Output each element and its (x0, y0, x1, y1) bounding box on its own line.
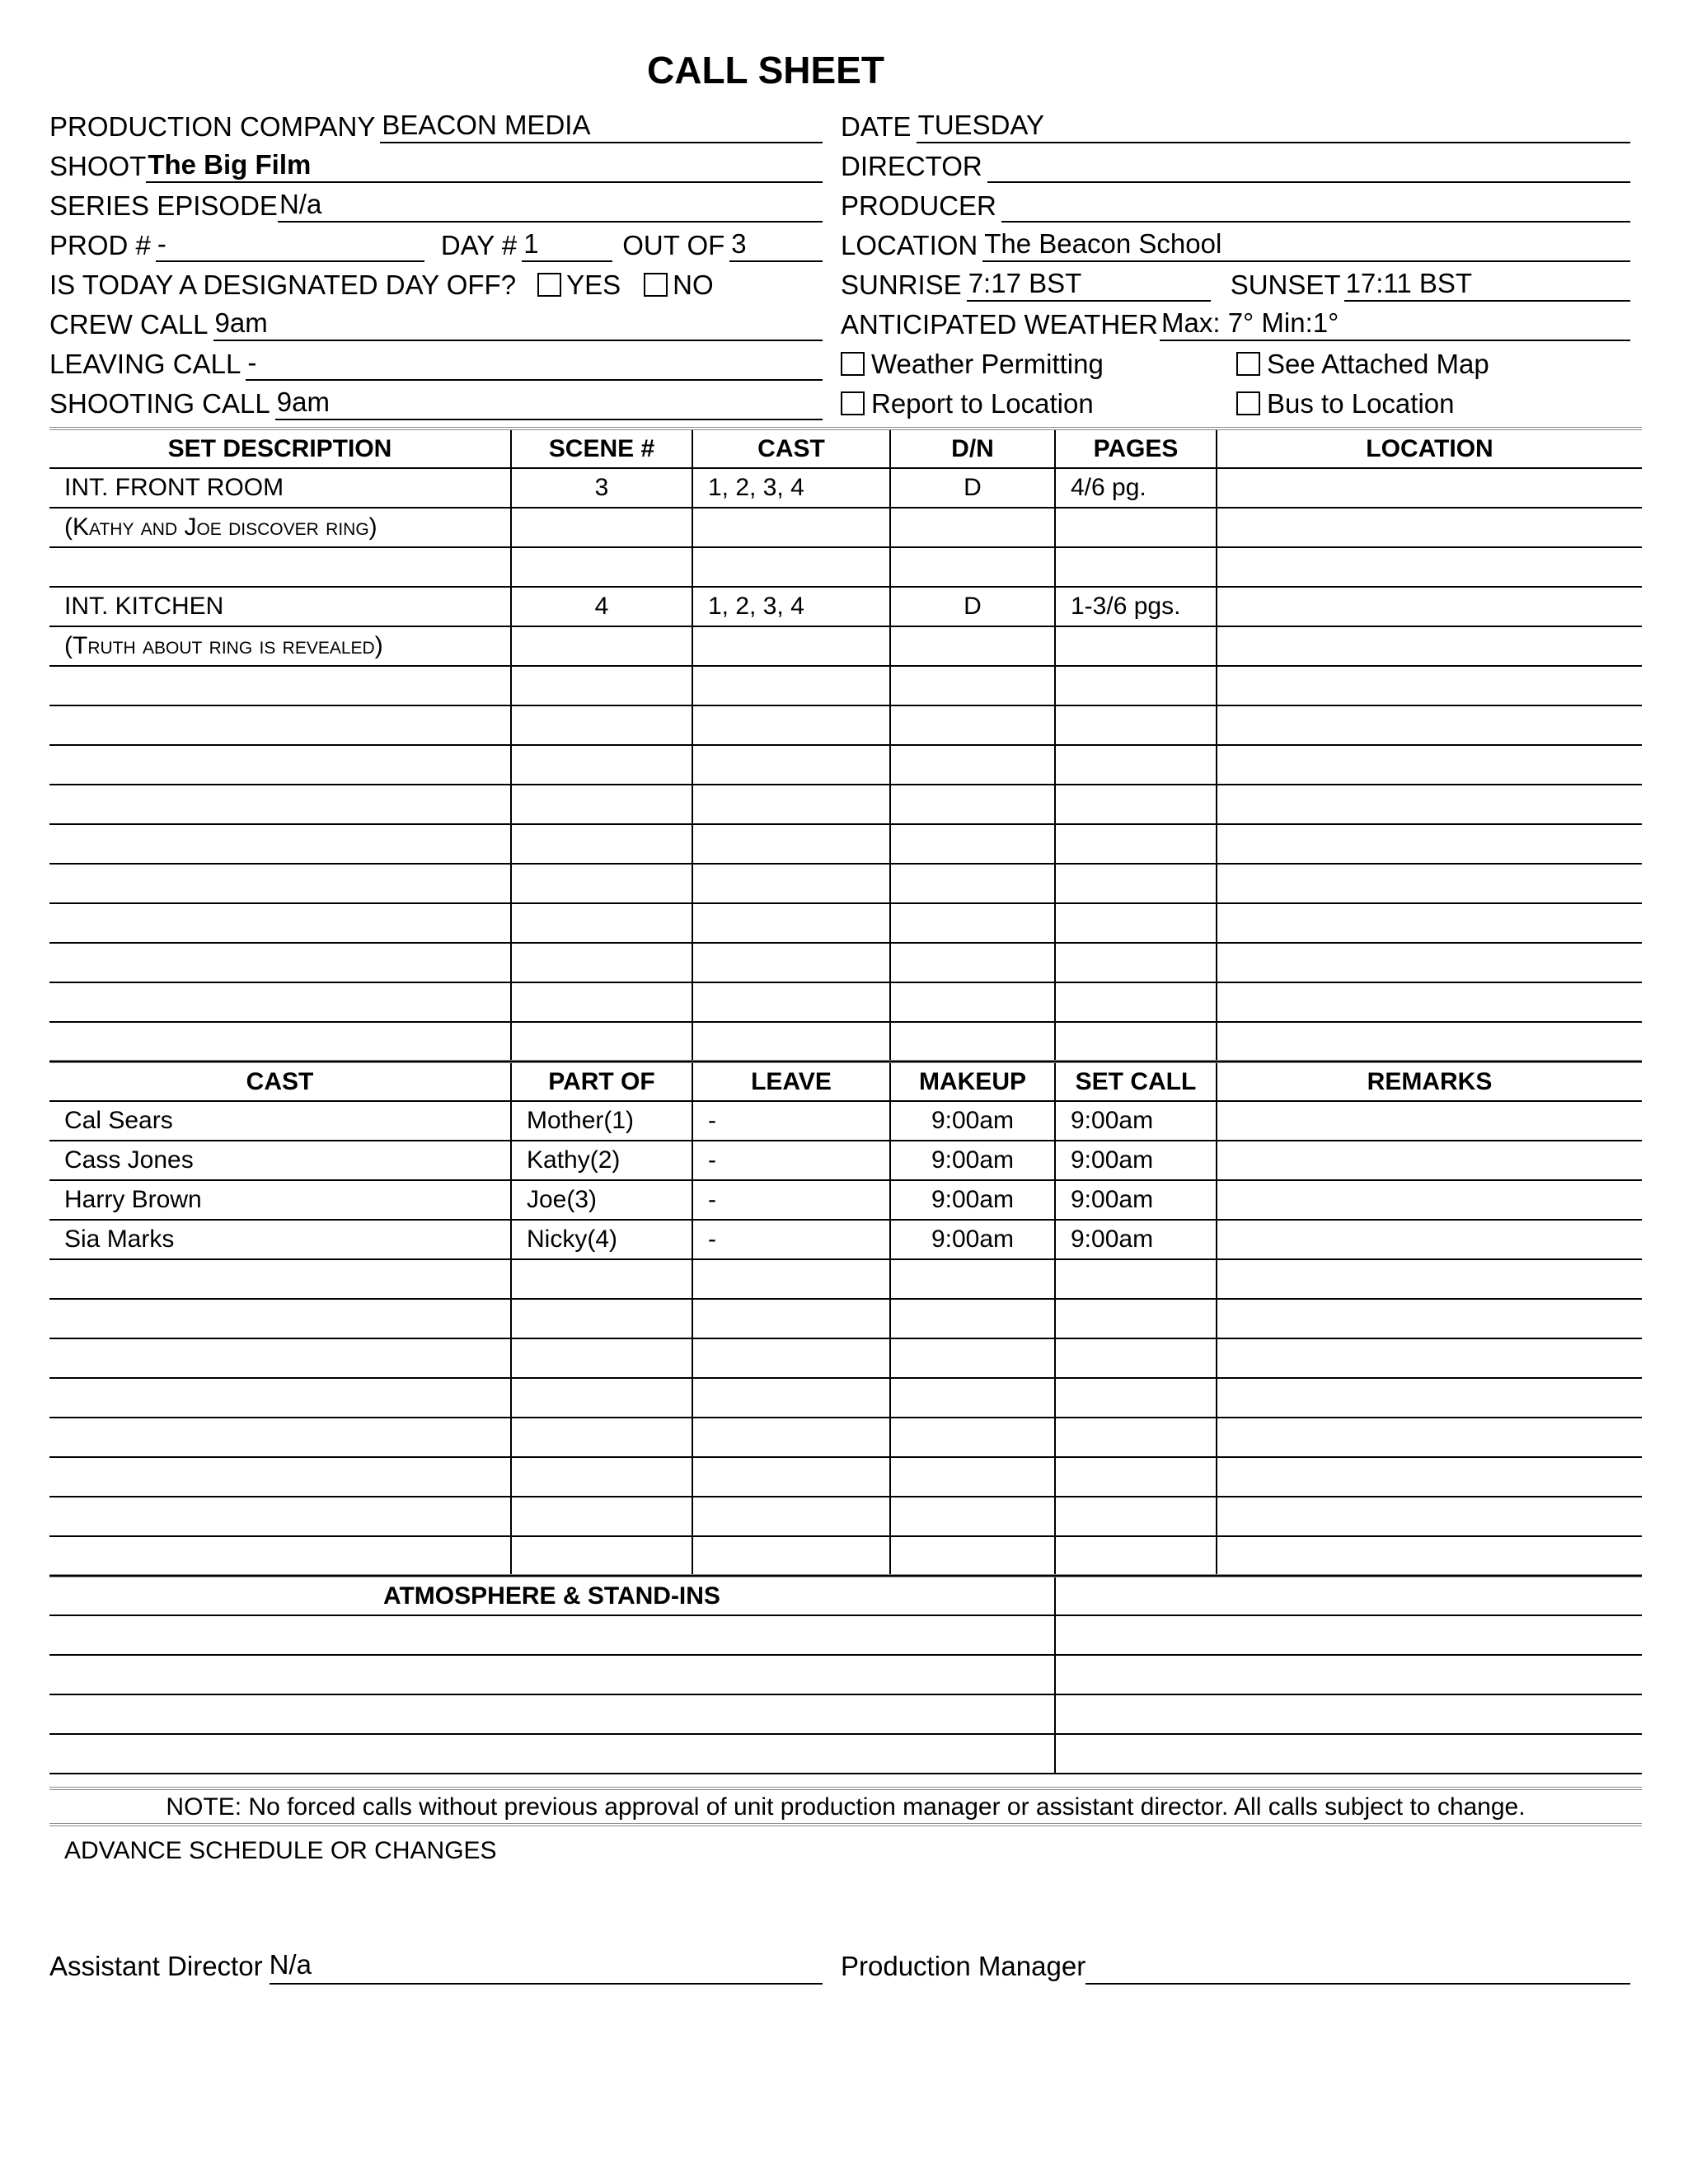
scene-cell[interactable] (511, 785, 692, 824)
out-of-value[interactable]: 3 (729, 227, 823, 262)
scene-cell[interactable] (1217, 587, 1642, 626)
scene-cell[interactable] (890, 943, 1055, 982)
scene-cell[interactable] (49, 864, 511, 903)
report-to-location-label: Report to Location (871, 388, 1094, 419)
scene-cell[interactable] (692, 666, 890, 705)
scene-cell[interactable] (890, 508, 1055, 547)
scene-cell[interactable] (511, 1022, 692, 1062)
production-company-label: PRODUCTION COMPANY (49, 111, 376, 142)
assistant-director-field[interactable] (49, 1938, 823, 1985)
cast-cell[interactable] (49, 1536, 511, 1576)
sun-times-field (841, 264, 1630, 302)
scene-cell[interactable]: (Kathy and Joe discover ring) (49, 508, 511, 547)
scene-row (49, 824, 1642, 864)
atmosphere-cell[interactable] (49, 1694, 1055, 1734)
scenes-header-2: CAST (692, 429, 890, 468)
scenes-header-5: LOCATION (1217, 429, 1642, 468)
scene-cell[interactable] (1055, 626, 1217, 666)
scene-cell[interactable]: 1-3/6 pgs. (1055, 587, 1217, 626)
cast-cell[interactable] (1217, 1457, 1642, 1497)
sunset-label: SUNSET (1230, 269, 1341, 300)
scenes-table (49, 427, 1642, 1062)
cast-cell[interactable]: 9:00am (1055, 1180, 1217, 1220)
scene-row (49, 587, 1642, 626)
cast-cell[interactable] (511, 1418, 692, 1457)
scene-row (49, 666, 1642, 705)
scene-cell[interactable] (49, 547, 511, 587)
scene-cell[interactable]: 4 (511, 587, 692, 626)
scene-cell[interactable] (890, 547, 1055, 587)
prod-day-field (49, 224, 823, 262)
cast-cell[interactable] (1217, 1101, 1642, 1141)
scene-cell[interactable] (1217, 824, 1642, 864)
scene-cell[interactable] (511, 705, 692, 745)
atmosphere-cell[interactable] (1055, 1615, 1642, 1655)
cast-cell[interactable] (1217, 1220, 1642, 1259)
sunrise-value[interactable]: 7:17 BST (967, 267, 1211, 302)
series-episode-field[interactable] (49, 185, 823, 223)
scene-cell[interactable] (511, 745, 692, 785)
atmosphere-cell[interactable] (49, 1655, 1055, 1694)
shooting-call-value[interactable]: 9am (275, 386, 823, 420)
cast-cell[interactable] (1217, 1299, 1642, 1338)
report-to-location-checkbox[interactable] (841, 391, 865, 415)
atmosphere-header: ATMOSPHERE & STAND-INS (49, 1576, 1055, 1615)
bus-to-location-label: Bus to Location (1267, 388, 1455, 419)
scene-cell[interactable] (511, 943, 692, 982)
series-episode-value[interactable]: N/a (278, 188, 823, 223)
cast-cell[interactable]: Nicky(4) (511, 1220, 692, 1259)
scene-cell[interactable] (1055, 745, 1217, 785)
production-company-field[interactable] (49, 105, 823, 143)
crew-call-value[interactable]: 9am (213, 307, 823, 341)
series-episode-label: SERIES EPISODE (49, 190, 278, 221)
production-manager-field[interactable] (841, 1938, 1630, 1985)
cast-row (49, 1457, 1642, 1497)
location-label: LOCATION (841, 230, 978, 260)
cast-cell[interactable] (49, 1299, 511, 1338)
crew-call-label: CREW CALL (49, 309, 209, 340)
cast-cell[interactable] (49, 1338, 511, 1378)
cast-cell[interactable] (890, 1536, 1055, 1576)
scene-cell[interactable] (511, 982, 692, 1022)
scene-cell[interactable] (890, 1022, 1055, 1062)
scene-row (49, 982, 1642, 1022)
scene-row (49, 547, 1642, 587)
cast-cell[interactable] (49, 1457, 511, 1497)
scene-cell[interactable] (692, 785, 890, 824)
cast-cell[interactable]: Kathy(2) (511, 1141, 692, 1180)
cast-cell[interactable] (890, 1299, 1055, 1338)
shoot-value[interactable]: The Big Film (146, 148, 823, 183)
scene-cell[interactable]: 1, 2, 3, 4 (692, 587, 890, 626)
scene-cell[interactable] (511, 903, 692, 943)
scene-cell[interactable] (1055, 824, 1217, 864)
weather-permitting-option[interactable] (841, 343, 1104, 381)
cast-cell[interactable] (890, 1497, 1055, 1536)
scene-row (49, 903, 1642, 943)
cast-cell[interactable] (511, 1378, 692, 1418)
scene-cell[interactable] (1217, 1022, 1642, 1062)
scene-cell[interactable] (890, 745, 1055, 785)
scene-cell[interactable] (692, 943, 890, 982)
cast-cell[interactable] (49, 1418, 511, 1457)
cast-cell[interactable] (692, 1338, 890, 1378)
scene-cell[interactable] (49, 666, 511, 705)
cast-row (49, 1378, 1642, 1418)
scene-cell[interactable] (1217, 864, 1642, 903)
cast-header-4: SET CALL (1055, 1062, 1217, 1101)
director-field[interactable] (841, 145, 1630, 183)
scene-cell[interactable] (692, 1022, 890, 1062)
scene-cell[interactable] (49, 705, 511, 745)
scene-cell[interactable] (1055, 864, 1217, 903)
scene-cell[interactable] (1217, 508, 1642, 547)
cast-cell[interactable]: - (692, 1180, 890, 1220)
cast-row (49, 1101, 1642, 1141)
yes-checkbox[interactable] (537, 273, 561, 297)
sunrise-label: SUNRISE (841, 269, 962, 300)
no-label: NO (673, 269, 714, 300)
cast-header-3: MAKEUP (890, 1062, 1055, 1101)
cast-cell[interactable] (890, 1457, 1055, 1497)
scene-cell[interactable] (1217, 626, 1642, 666)
scene-cell[interactable]: INT. FRONT ROOM (49, 468, 511, 508)
cast-cell[interactable]: 9:00am (890, 1101, 1055, 1141)
cast-row (49, 1418, 1642, 1457)
atmosphere-row (49, 1734, 1642, 1774)
sunset-value[interactable]: 17:11 BST (1344, 267, 1630, 302)
cast-cell[interactable] (890, 1259, 1055, 1299)
scene-cell[interactable] (692, 864, 890, 903)
scene-row (49, 943, 1642, 982)
scene-cell[interactable] (49, 785, 511, 824)
cast-cell[interactable] (511, 1338, 692, 1378)
cast-cell[interactable] (511, 1457, 692, 1497)
scenes-header-1: SCENE # (511, 429, 692, 468)
scene-cell[interactable] (1055, 547, 1217, 587)
cast-cell[interactable] (692, 1299, 890, 1338)
cast-cell[interactable] (49, 1259, 511, 1299)
scene-cell[interactable] (1055, 705, 1217, 745)
scene-cell[interactable]: (Truth about ring is revealed) (49, 626, 511, 666)
atmosphere-header-blank (1055, 1576, 1642, 1615)
leaving-call-value[interactable]: - (246, 346, 823, 381)
cast-cell[interactable]: Harry Brown (49, 1180, 511, 1220)
cast-cell[interactable]: 9:00am (1055, 1141, 1217, 1180)
scene-cell[interactable] (1055, 508, 1217, 547)
director-label: DIRECTOR (841, 151, 982, 181)
cast-cell[interactable] (1055, 1536, 1217, 1576)
cast-cell[interactable] (1055, 1299, 1217, 1338)
scene-cell[interactable] (49, 982, 511, 1022)
scene-cell[interactable] (692, 705, 890, 745)
scene-cell[interactable] (1217, 785, 1642, 824)
shooting-call-label: SHOOTING CALL (49, 388, 270, 419)
weather-value[interactable]: Max: 7° Min:1° (1160, 307, 1630, 341)
cast-cell[interactable]: Mother(1) (511, 1101, 692, 1141)
cast-cell[interactable]: 9:00am (890, 1220, 1055, 1259)
scenes-header-0: SET DESCRIPTION (49, 429, 511, 468)
cast-cell[interactable] (692, 1536, 890, 1576)
bus-to-location-checkbox[interactable] (1236, 391, 1260, 415)
scene-cell[interactable]: D (890, 468, 1055, 508)
atmosphere-cell[interactable] (1055, 1734, 1642, 1774)
weather-permitting-checkbox[interactable] (841, 352, 865, 376)
scene-cell[interactable] (890, 626, 1055, 666)
day-off-label: IS TODAY A DESIGNATED DAY OFF? (49, 269, 517, 300)
cast-row (49, 1220, 1642, 1259)
shooting-call-field[interactable] (49, 382, 823, 420)
cast-row (49, 1141, 1642, 1180)
scene-cell[interactable] (511, 547, 692, 587)
scene-cell[interactable] (49, 1022, 511, 1062)
cast-cell[interactable]: Joe(3) (511, 1180, 692, 1220)
cast-header-1: PART OF (511, 1062, 692, 1101)
scenes-header-4: PAGES (1055, 429, 1217, 468)
scene-row (49, 1022, 1642, 1062)
scene-cell[interactable] (890, 666, 1055, 705)
cast-cell[interactable]: Cal Sears (49, 1101, 511, 1141)
prod-label: PROD # (49, 230, 151, 260)
producer-label: PRODUCER (841, 190, 996, 221)
weather-label: ANTICIPATED WEATHER (841, 309, 1159, 340)
cast-cell[interactable] (1217, 1536, 1642, 1576)
scene-cell[interactable] (692, 982, 890, 1022)
cast-cell[interactable]: 9:00am (890, 1180, 1055, 1220)
see-attached-map-label: See Attached Map (1267, 349, 1489, 379)
cast-row (49, 1180, 1642, 1220)
scene-row (49, 745, 1642, 785)
scene-cell[interactable] (1217, 943, 1642, 982)
scene-cell[interactable]: INT. KITCHEN (49, 587, 511, 626)
cast-row (49, 1299, 1642, 1338)
see-attached-map-option[interactable] (1236, 343, 1489, 381)
see-attached-map-checkbox[interactable] (1236, 352, 1260, 376)
cast-cell[interactable] (511, 1497, 692, 1536)
scene-cell[interactable]: D (890, 587, 1055, 626)
leaving-call-label: LEAVING CALL (49, 349, 241, 379)
scene-cell[interactable] (692, 547, 890, 587)
assistant-director-value[interactable]: N/a (270, 1947, 823, 1985)
cast-header-5: REMARKS (1217, 1062, 1642, 1101)
out-of-label: OUT OF (622, 230, 725, 260)
crew-call-field[interactable] (49, 303, 823, 341)
scene-cell[interactable]: 4/6 pg. (1055, 468, 1217, 508)
assistant-director-label: Assistant Director (49, 1951, 263, 1981)
cast-cell[interactable]: - (692, 1220, 890, 1259)
cast-cell[interactable] (890, 1338, 1055, 1378)
scenes-header-3: D/N (890, 429, 1055, 468)
shoot-label: SHOOT (49, 151, 147, 181)
scene-cell[interactable] (692, 903, 890, 943)
scene-cell[interactable] (1055, 982, 1217, 1022)
cast-cell[interactable] (1217, 1180, 1642, 1220)
scene-cell[interactable] (1055, 666, 1217, 705)
cast-row (49, 1536, 1642, 1576)
scene-cell[interactable]: 3 (511, 468, 692, 508)
scene-cell[interactable] (511, 508, 692, 547)
cast-cell[interactable] (692, 1497, 890, 1536)
cast-row (49, 1259, 1642, 1299)
scene-cell[interactable] (511, 666, 692, 705)
atmosphere-cell[interactable] (49, 1734, 1055, 1774)
cast-table (49, 1060, 1642, 1577)
production-manager-value[interactable] (1085, 1983, 1630, 1985)
cast-cell[interactable] (1055, 1338, 1217, 1378)
cast-cell[interactable] (1055, 1378, 1217, 1418)
cast-cell[interactable] (692, 1418, 890, 1457)
cast-cell[interactable]: 9:00am (1055, 1101, 1217, 1141)
note-text: NOTE: No forced calls without previous approval of unit production manager or assistant director. All calls subject to change. (49, 1787, 1642, 1826)
atmosphere-row (49, 1694, 1642, 1734)
cast-cell[interactable]: Sia Marks (49, 1220, 511, 1259)
shoot-field[interactable] (49, 145, 823, 183)
producer-field[interactable] (841, 185, 1630, 223)
cast-cell[interactable] (692, 1457, 890, 1497)
cast-cell[interactable]: - (692, 1101, 890, 1141)
cast-row (49, 1338, 1642, 1378)
scene-cell[interactable] (1055, 1022, 1217, 1062)
bus-to-location-option[interactable] (1236, 382, 1455, 420)
atmosphere-cell[interactable] (49, 1615, 1055, 1655)
scene-cell[interactable] (1055, 943, 1217, 982)
scene-cell[interactable] (1217, 903, 1642, 943)
scene-cell[interactable] (1055, 903, 1217, 943)
scene-cell[interactable] (511, 824, 692, 864)
scene-cell[interactable] (1217, 745, 1642, 785)
scene-cell[interactable] (49, 903, 511, 943)
cast-row (49, 1497, 1642, 1536)
cast-header-0: CAST (49, 1062, 511, 1101)
cast-cell[interactable] (1217, 1497, 1642, 1536)
cast-cell[interactable] (1055, 1457, 1217, 1497)
scene-cell[interactable] (49, 824, 511, 864)
cast-cell[interactable] (511, 1299, 692, 1338)
cast-header-2: LEAVE (692, 1062, 890, 1101)
cast-cell[interactable]: 9:00am (890, 1141, 1055, 1180)
scene-row (49, 785, 1642, 824)
scene-cell[interactable] (1217, 666, 1642, 705)
scene-cell[interactable] (1217, 547, 1642, 587)
location-value[interactable]: The Beacon School (982, 227, 1630, 262)
date-label: DATE (841, 111, 912, 142)
scene-cell[interactable] (511, 864, 692, 903)
scene-cell[interactable] (692, 626, 890, 666)
location-field[interactable] (841, 224, 1630, 262)
scene-cell[interactable] (890, 785, 1055, 824)
cast-cell[interactable] (511, 1259, 692, 1299)
director-value[interactable] (987, 181, 1630, 183)
atmosphere-cell[interactable] (1055, 1655, 1642, 1694)
producer-value[interactable] (1001, 221, 1630, 223)
weather-permitting-label: Weather Permitting (871, 349, 1104, 379)
scene-cell[interactable] (890, 903, 1055, 943)
scene-cell[interactable] (890, 982, 1055, 1022)
page-title: CALL SHEET (647, 49, 884, 91)
cast-cell[interactable] (1217, 1141, 1642, 1180)
cast-cell[interactable] (49, 1497, 511, 1536)
date-value[interactable]: TUESDAY (917, 109, 1630, 143)
scene-cell[interactable] (692, 508, 890, 547)
cast-cell[interactable] (1217, 1378, 1642, 1418)
cast-cell[interactable] (511, 1536, 692, 1576)
cast-cell[interactable]: - (692, 1141, 890, 1180)
cast-cell[interactable] (890, 1418, 1055, 1457)
atmosphere-cell[interactable] (1055, 1694, 1642, 1734)
scene-row (49, 468, 1642, 508)
cast-cell[interactable] (692, 1259, 890, 1299)
cast-cell[interactable] (1217, 1418, 1642, 1457)
scene-cell[interactable] (1217, 982, 1642, 1022)
production-company-value[interactable]: BEACON MEDIA (380, 109, 823, 143)
day-off-field (49, 264, 823, 302)
day-value[interactable]: 1 (522, 227, 612, 262)
scene-cell[interactable] (890, 705, 1055, 745)
scene-cell[interactable] (692, 824, 890, 864)
cast-cell[interactable] (1217, 1338, 1642, 1378)
cast-cell[interactable] (49, 1378, 511, 1418)
production-manager-label: Production Manager (841, 1951, 1086, 1981)
day-label: DAY # (440, 230, 518, 260)
scene-cell[interactable] (49, 943, 511, 982)
no-checkbox[interactable] (644, 273, 668, 297)
date-field[interactable] (841, 105, 1630, 143)
scene-cell[interactable] (890, 864, 1055, 903)
scene-cell[interactable]: 1, 2, 3, 4 (692, 468, 890, 508)
cast-cell[interactable] (1055, 1418, 1217, 1457)
cast-cell[interactable] (1217, 1259, 1642, 1299)
atmosphere-row (49, 1615, 1642, 1655)
scene-row (49, 864, 1642, 903)
leaving-call-field[interactable] (49, 343, 823, 381)
cast-cell[interactable]: 9:00am (1055, 1220, 1217, 1259)
scene-cell[interactable] (890, 824, 1055, 864)
cast-cell[interactable] (890, 1378, 1055, 1418)
scene-cell[interactable] (1055, 785, 1217, 824)
scene-row (49, 508, 1642, 547)
report-to-location-option[interactable] (841, 382, 1094, 420)
atmosphere-row (49, 1655, 1642, 1694)
prod-value[interactable]: - (156, 227, 424, 262)
weather-field[interactable] (841, 303, 1630, 341)
scene-cell[interactable] (49, 745, 511, 785)
cast-cell[interactable] (692, 1378, 890, 1418)
cast-cell[interactable] (1055, 1259, 1217, 1299)
scene-row (49, 705, 1642, 745)
scene-cell[interactable] (692, 745, 890, 785)
scene-cell[interactable] (1217, 705, 1642, 745)
cast-cell[interactable] (1055, 1497, 1217, 1536)
cast-cell[interactable]: Cass Jones (49, 1141, 511, 1180)
scene-cell[interactable] (1217, 468, 1642, 508)
advance-schedule-label: ADVANCE SCHEDULE OR CHANGES (64, 1837, 497, 1864)
scene-row (49, 626, 1642, 666)
yes-label: YES (566, 269, 621, 300)
atmosphere-table (49, 1574, 1642, 1774)
scene-cell[interactable] (511, 626, 692, 666)
